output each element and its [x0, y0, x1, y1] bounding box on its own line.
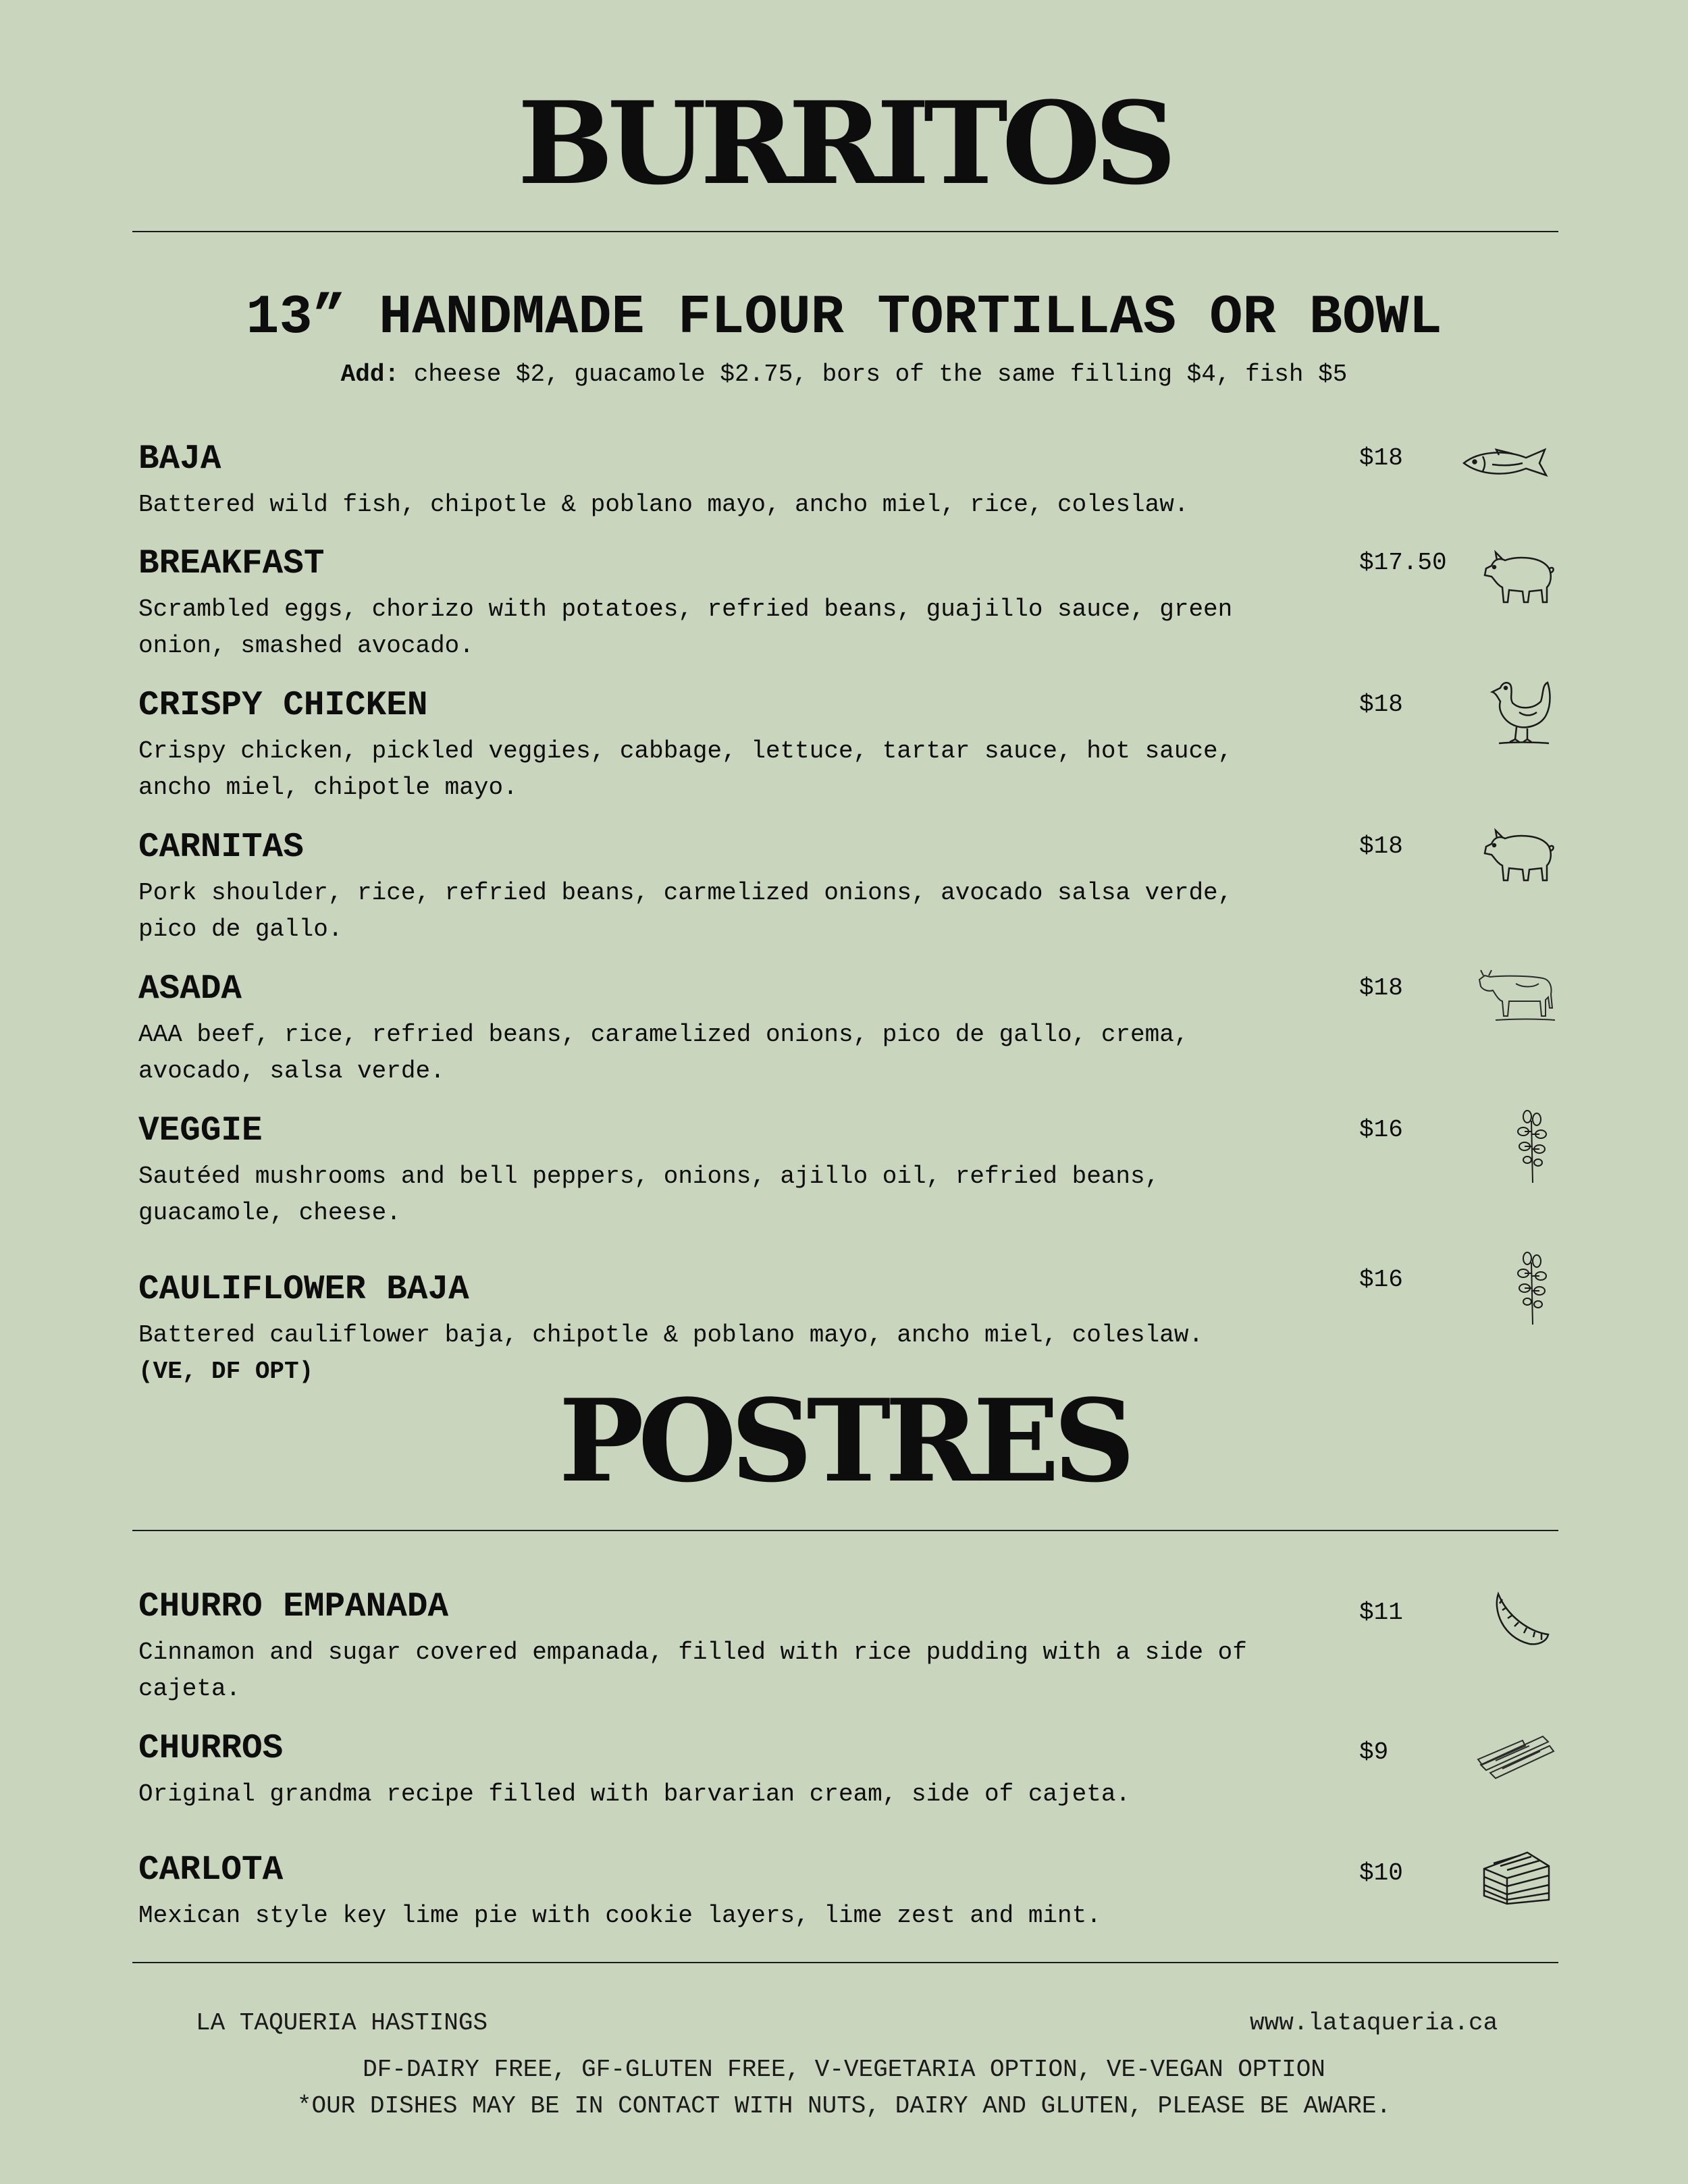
item-description: AAA beef, rice, refried beans, caramelized onions, pico de gallo, crema, avocado, salsa verde.: [138, 1021, 1189, 1085]
restaurant-name: LA TAQUERIA HASTINGS: [196, 2009, 488, 2037]
menu-item-carnitas: [138, 830, 1570, 948]
item-name: CHURRO EMPANADA: [138, 1588, 449, 1626]
item-price: $18: [1359, 444, 1403, 472]
item-description: Mexican style key lime pie with cookie layers, lime zest and mint.: [138, 1902, 1101, 1929]
item-name: CARLOTA: [138, 1851, 284, 1890]
allergy-warning: *OUR DISHES MAY BE IN CONTACT WITH NUTS, DAIRY AND GLUTEN, PLEASE BE AWARE.: [296, 2092, 1392, 2120]
item-description: Battered wild fish, chipotle & poblano mayo, ancho miel, rice, coleslaw.: [138, 491, 1189, 518]
item-name: BAJA: [138, 440, 221, 479]
item-name: CRISPY CHICKEN: [138, 687, 428, 725]
divider: [132, 1530, 1558, 1531]
item-price: $17.50: [1359, 549, 1447, 577]
item-price: $9: [1359, 1738, 1389, 1766]
item-price: $18: [1359, 974, 1403, 1002]
item-name: CARNITAS: [138, 828, 304, 867]
add-ons-line: [0, 363, 1688, 387]
dietary-note: (VE, DF OPT): [138, 1358, 314, 1385]
churros-icon: [1475, 1730, 1556, 1781]
dietary-legend: DF-DAIRY FREE, GF-GLUTEN FREE, V-VEGETARIA OPTION, VE-VEGAN OPTION: [363, 2056, 1325, 2083]
item-price: $11: [1359, 1599, 1403, 1626]
item-description: Original grandma recipe filled with barvarian cream, side of cajeta.: [138, 1780, 1131, 1808]
item-description: Battered cauliflower baja, chipotle & poblano mayo, ancho miel, coleslaw.: [138, 1321, 1204, 1349]
website-link[interactable]: www.lataqueria.ca: [1250, 2009, 1498, 2037]
chicken-icon: [1485, 677, 1553, 747]
item-name: CHURROS: [138, 1730, 284, 1768]
item-name: BREAKFAST: [138, 545, 325, 583]
divider: [132, 1962, 1558, 1963]
item-description: Sautéed mushrooms and bell peppers, onions, ajillo oil, refried beans, guacamole, cheese.: [138, 1163, 1160, 1227]
item-price: $16: [1359, 1266, 1403, 1294]
menu-item-crispy-chicken: [138, 689, 1570, 806]
item-name: VEGGIE: [138, 1112, 263, 1150]
item-price: $18: [1359, 832, 1403, 860]
postres-title: POSTRES: [558, 1374, 1130, 1508]
item-description: Crispy chicken, pickled veggies, cabbage, lettuce, tartar sauce, hot sauce, ancho miel, chipotle mayo.: [138, 737, 1233, 801]
menu-item-churro-empanada: [138, 1590, 1570, 1707]
item-description: Scrambled eggs, chorizo with potatoes, refried beans, guajillo sauce, green onion, smashed avocado.: [138, 595, 1233, 660]
cake-slice-icon: [1480, 1848, 1553, 1907]
menu-item-veggie: [138, 1114, 1570, 1231]
fish-icon: [1458, 444, 1554, 482]
menu-item-carlota: [138, 1853, 1570, 1934]
item-name: CAULIFLOWER BAJA: [138, 1271, 469, 1309]
item-description: Pork shoulder, rice, refried beans, carmelized onions, avocado salsa verde, pico de gallo.: [138, 879, 1233, 943]
pig-icon: [1482, 824, 1556, 886]
burritos-subtitle: 13” HANDMADE FLOUR TORTILLAS OR BOWL: [246, 286, 1442, 349]
add-ons-text: cheese $2, guacamole $2.75, bors of the same filling $4, fish $5: [399, 361, 1348, 388]
pig-icon: [1482, 545, 1556, 608]
herb-icon: [1512, 1107, 1553, 1184]
divider: [132, 231, 1558, 232]
herb-icon: [1512, 1249, 1553, 1326]
item-price: $16: [1359, 1116, 1403, 1144]
add-ons-label: Add:: [340, 361, 400, 388]
menu-item-cauliflower-baja: [138, 1266, 1570, 1390]
item-price: $10: [1359, 1859, 1403, 1887]
item-description: Cinnamon and sugar covered empanada, filled with rice pudding with a side of cajeta.: [138, 1639, 1247, 1703]
cow-icon: [1475, 967, 1556, 1026]
empanada-icon: [1489, 1590, 1551, 1648]
menu-item-churros: [138, 1732, 1570, 1813]
item-price: $18: [1359, 691, 1403, 718]
burritos-title: BURRITOS: [517, 76, 1171, 210]
menu-item-asada: [138, 972, 1570, 1090]
menu-item-baja: [138, 442, 1570, 523]
item-name: ASADA: [138, 970, 242, 1009]
menu-item-breakfast: [138, 547, 1570, 664]
